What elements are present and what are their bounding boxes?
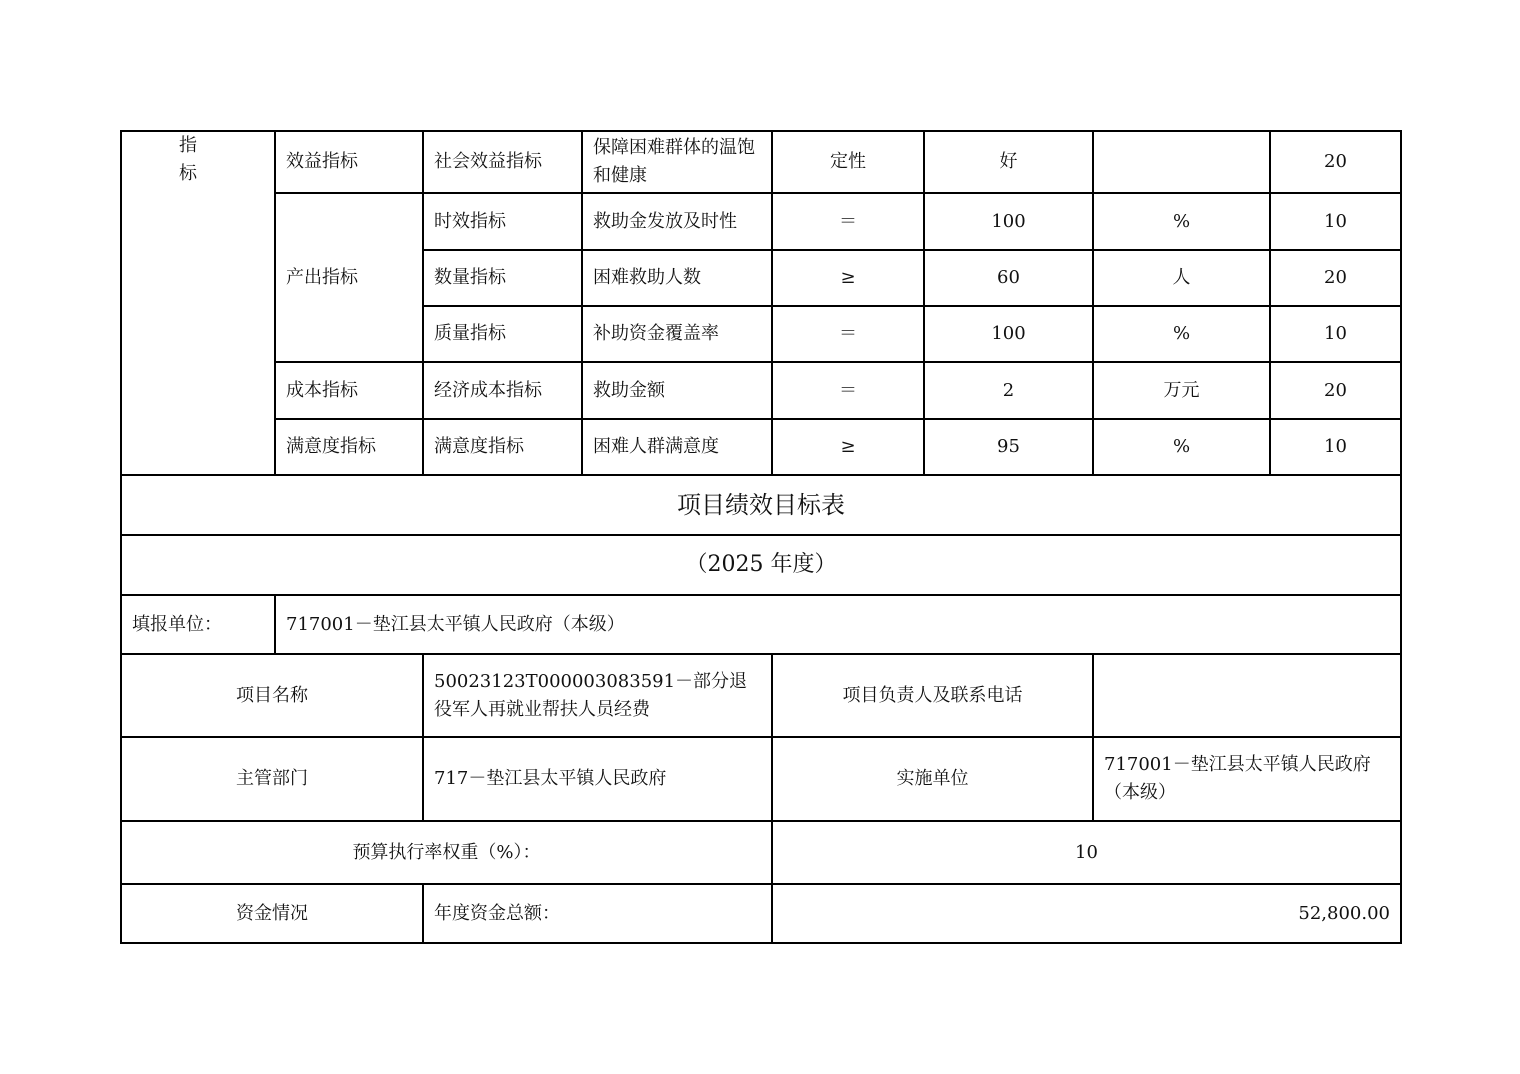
indicator-label-line1: 指 (179, 135, 197, 156)
budget-rate-value: 10 (772, 821, 1401, 884)
table-row (121, 595, 1401, 654)
fund-label: 资金情况 (121, 884, 423, 943)
level1-indicator: 效益指标 (275, 131, 423, 193)
form-title: 项目绩效目标表 (121, 475, 1401, 535)
responsible-value (1093, 654, 1401, 737)
indicator-unit: 人 (1093, 250, 1270, 306)
performance-table (120, 130, 1402, 944)
impl-label: 实施单位 (772, 737, 1093, 821)
table-row (121, 475, 1401, 535)
indicator-unit: % (1093, 193, 1270, 250)
budget-rate-label: 预算执行率权重（%）： (121, 821, 772, 884)
indicator-name: 保障困难群体的温饱和健康 (582, 131, 772, 193)
fill-unit-value: 717001－垫江县太平镇人民政府（本级） (275, 595, 1401, 654)
dept-label: 主管部门 (121, 737, 423, 821)
indicator-name: 困难救助人数 (582, 250, 772, 306)
project-name-value: 50023123T000003083591－部分退役军人再就业帮扶人员经费 (423, 654, 772, 737)
indicator-symbol: ＝ (772, 362, 924, 419)
level2-indicator: 满意度指标 (423, 419, 582, 475)
level2-indicator: 社会效益指标 (423, 131, 582, 193)
indicator-weight: 20 (1270, 131, 1401, 193)
table-row (121, 821, 1401, 884)
indicator-weight: 10 (1270, 419, 1401, 475)
level2-indicator: 时效指标 (423, 193, 582, 250)
indicator-unit (1093, 131, 1270, 193)
indicator-unit: % (1093, 306, 1270, 362)
fund-total-value: 52,800.00 (772, 884, 1401, 943)
indicator-weight: 20 (1270, 362, 1401, 419)
responsible-label: 项目负责人及联系电话 (772, 654, 1093, 737)
indicator-value: 2 (924, 362, 1093, 419)
level2-indicator: 质量指标 (423, 306, 582, 362)
indicator-symbol: ＝ (772, 306, 924, 362)
fill-unit-label: 填报单位： (121, 595, 275, 654)
indicator-weight: 10 (1270, 306, 1401, 362)
indicator-weight: 10 (1270, 193, 1401, 250)
level1-indicator: 成本指标 (275, 362, 423, 419)
form-year: （2025 年度） (121, 535, 1401, 595)
indicator-name: 救助金额 (582, 362, 772, 419)
indicator-symbol: ＝ (772, 193, 924, 250)
indicator-unit: 万元 (1093, 362, 1270, 419)
level1-indicator: 产出指标 (275, 193, 423, 362)
indicator-name: 补助资金覆盖率 (582, 306, 772, 362)
indicator-name: 困难人群满意度 (582, 419, 772, 475)
indicator-label-line2: 标 (179, 163, 197, 184)
indicator-symbol: ≥ (772, 419, 924, 475)
table-row (121, 362, 1401, 419)
table-row (121, 737, 1401, 821)
table-row (121, 654, 1401, 737)
indicator-symbol: ≥ (772, 250, 924, 306)
indicator-label-cell (121, 131, 275, 475)
table-row (121, 419, 1401, 475)
level2-indicator: 经济成本指标 (423, 362, 582, 419)
dept-value: 717－垫江县太平镇人民政府 (423, 737, 772, 821)
level1-indicator: 满意度指标 (275, 419, 423, 475)
indicator-value: 60 (924, 250, 1093, 306)
indicator-value: 好 (924, 131, 1093, 193)
impl-value: 717001－垫江县太平镇人民政府（本级） (1093, 737, 1401, 821)
indicator-value: 100 (924, 306, 1093, 362)
table-row (121, 193, 1401, 250)
project-name-label: 项目名称 (121, 654, 423, 737)
table-row (121, 131, 1401, 193)
indicator-value: 100 (924, 193, 1093, 250)
level2-indicator: 数量指标 (423, 250, 582, 306)
indicator-unit: % (1093, 419, 1270, 475)
indicator-name: 救助金发放及时性 (582, 193, 772, 250)
indicator-weight: 20 (1270, 250, 1401, 306)
indicator-value: 95 (924, 419, 1093, 475)
indicator-symbol: 定性 (772, 131, 924, 193)
fund-total-label: 年度资金总额： (423, 884, 772, 943)
table-row (121, 884, 1401, 943)
table-row (121, 535, 1401, 595)
